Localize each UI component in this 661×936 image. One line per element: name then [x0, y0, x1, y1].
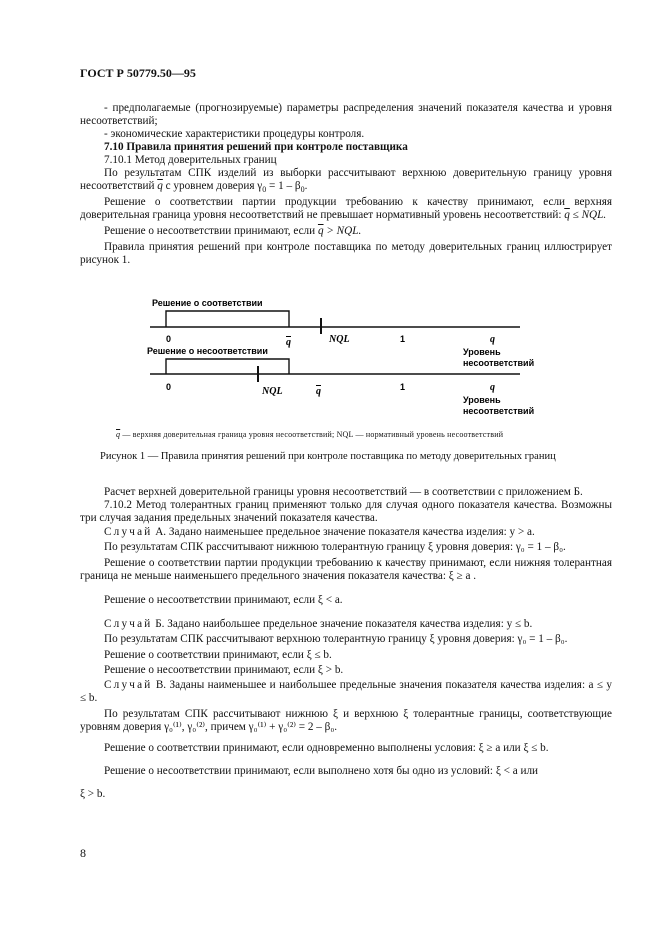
fig-bottom-nql: NQL: [262, 386, 283, 397]
case-c-title: Случай В. Заданы наименьшее и наибольшее предельные значения показателя качества изделия: a ≤ y ≤ b.: [80, 679, 612, 704]
sub-heading: 7.10.1 Метод доверительных границ: [104, 154, 277, 166]
page-header: ГОСТ Р 50779.50—95: [80, 66, 196, 80]
section-heading: 7.10 Правила принятия решений при контроле поставщика: [104, 141, 408, 153]
fig-bottom-q: q: [490, 382, 495, 393]
fig-bottom-title: Решение о несоответствии: [147, 346, 268, 356]
case-a-p3: Решение о несоответствии принимают, если ξ < a.: [104, 594, 343, 606]
paragraph-3: Решение о несоответствии принимают, если $\overline{q}$ > NQL.: [104, 225, 362, 237]
case-a-title: Случай А. Задано наименьшее предельное значение показателя качества изделия: y > a.: [104, 526, 535, 538]
paragraph-4: Правила принятия решений при контроле поставщика по методу доверительных границ иллюстрирует рисунок 1.: [80, 241, 612, 266]
fig-top-bracket: [166, 311, 289, 327]
figure-caption: Рисунок 1 — Правила принятия решений при контроле поставщика по методу доверительных границ: [100, 451, 556, 462]
fig-top-one: 1: [400, 334, 406, 344]
body-block: [80, 486, 612, 801]
fig-top-zero: 0: [166, 334, 172, 344]
fig-bottom-zero: 0: [166, 382, 172, 392]
intro-bullet-2: - экономические характеристики процедуры контроля.: [104, 128, 365, 140]
fig-bottom-one: 1: [400, 382, 406, 392]
paragraph-1: По результатам СПК изделий из выборки рассчитывают верхнюю доверительную границу уровня несоответствий $\overline{q}$ с уровнем доверия $\gamma_0 = 1 - \beta_0$.: [80, 167, 612, 195]
case-a-p1: По результатам СПК рассчитывают нижнюю толерантную границу ξ уровня доверия: γ₀ = 1 – β₀.: [104, 541, 566, 553]
case-a-p2: Решение о соответствии партии продукции требованию к качеству принимают, если нижняя толерантная граница не меньше наименьшего предельного значения показателя качества: ξ ≥ a .: [80, 557, 612, 582]
fig-top-title: Решение о соответствии: [152, 298, 263, 308]
case-b-title: Случай Б. Задано наибольшее предельное значение показателя качества изделия: y ≤ b.: [104, 618, 533, 630]
case-c-p1: По результатам СПК рассчитывают нижнюю ξ и верхнюю ξ толерантные границы, соответствующие уровням доверия γ₀⁽¹⁾, γ₀⁽²⁾, причем γ₀⁽¹⁾ + γ₀⁽²⁾ = 2 – β₀.: [80, 708, 612, 733]
page-number: 8: [80, 846, 86, 860]
fig-bottom-bracket: [166, 359, 289, 374]
fig-bottom-axis-label-1: Уровень: [463, 395, 501, 405]
case-b-p2: Решение о соответствии принимают, если ξ ≤ b.: [104, 649, 332, 661]
case-b-p1: По результатам СПК рассчитывают верхнюю толерантную границу ξ уровня доверия: γ₀ = 1 – β₀.: [104, 633, 568, 645]
intro-bullet-1: - предполагаемые (прогнозируемые) параметры распределения значений показателя качества и уровня несоответствий;: [80, 102, 612, 127]
fig-bottom-qbar: q: [316, 386, 321, 397]
case-b-p3: Решение о несоответствии принимают, если ξ > b.: [104, 664, 344, 676]
paragraph-2: Решение о соответствии партии продукции требованию к качеству принимают, если верхняя доверительная граница уровня несоответствий не превышает нормативный уровень несоответствий: $\overline{q}$ ≤ NQL.: [80, 196, 612, 221]
figure-legend: $\overline{q}$ — верхняя доверительная граница уровня несоответствий; NQL — нормативный уровень несоответствий: [116, 430, 504, 439]
fig-top-qbar: q: [286, 337, 291, 348]
case-c-p4: ξ > b.: [80, 788, 106, 800]
fig-top-axis-label-1: Уровень: [463, 347, 501, 357]
paragraph-6: 7.10.2 Метод толерантных границ применяют только для случая одного показателя качества. Возможны три случая задания предельных значений показателя качества.: [80, 499, 612, 524]
fig-top-q: q: [490, 334, 495, 345]
fig-bottom-axis-label-2: несоответствий: [463, 406, 535, 416]
fig-top-axis-label-2: несоответствий: [463, 358, 535, 368]
case-c-p2: Решение о соответствии принимают, если одновременно выполнены условия: ξ ≥ a или ξ ≤ b.: [104, 742, 549, 754]
paragraph-5: Расчет верхней доверительной границы уровня несоответствий — в соответствии с приложением Б.: [104, 486, 583, 498]
case-c-p3: Решение о несоответствии принимают, если выполнено хотя бы одно из условий: ξ < a или: [104, 765, 539, 777]
fig-top-nql: NQL: [329, 334, 350, 345]
